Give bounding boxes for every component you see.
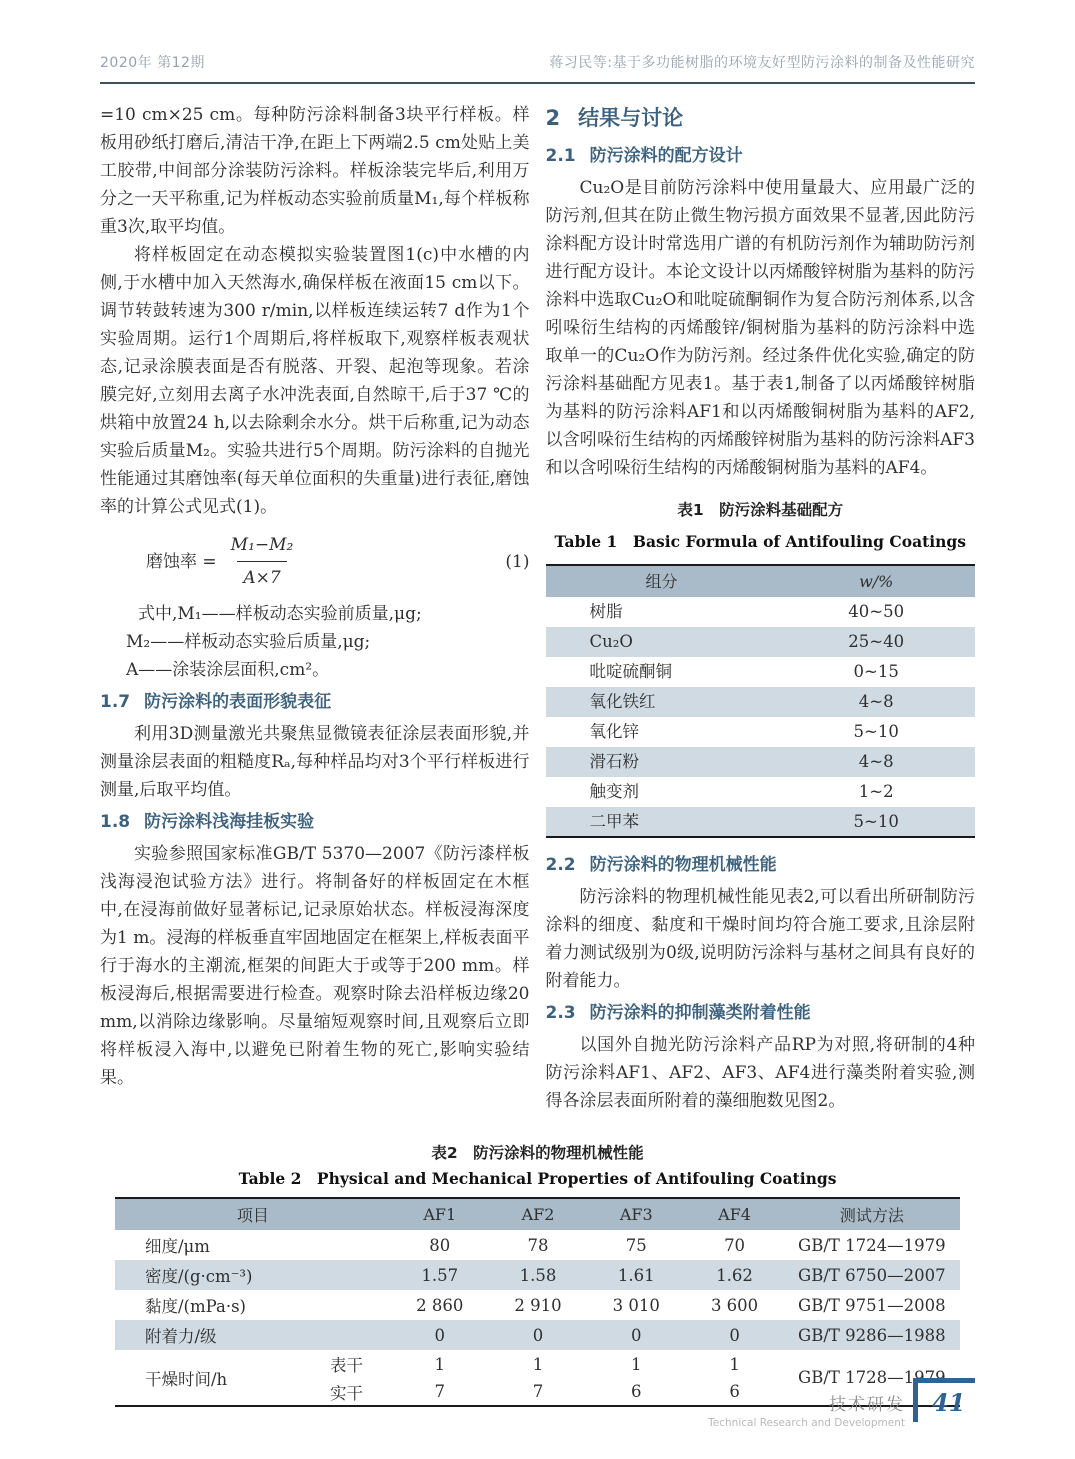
cell-value: 4~8: [777, 687, 975, 717]
table2-col-header: AF3: [587, 1198, 685, 1230]
section-title: 防污涂料的抑制藻类附着性能: [589, 1003, 811, 1023]
paragraph: Cu₂O是目前防污涂料中使用量最大、应用最广泛的防污剂,但其在防止微生物污损方面效果不显著,因此防污涂料配方设计时常选用广谱的有机防污剂作为辅助防污剂进行配方设计。本论文设计以丙烯酸锌树脂为基料的防污涂料中选取Cu₂O和吡啶硫酮铜作为复合防污剂体系,以含吲哚衍生结构的丙烯酸锌/铜树脂为基料的防污涂料中选取单一的Cu₂O作为防污剂。经过条件优化实验,确定的防污涂料基础配方见表1。基于表1,制备了以丙烯酸锌树脂为基料的防污涂料AF1和以丙烯酸铜树脂为基料的AF2,以含吲哚衍生结构的丙烯酸锌树脂为基料的防污涂料AF3和以含吲哚衍生结构的丙烯酸铜树脂为基料的AF4。: [545, 178, 975, 478]
cell-method: GB/T 1724—1979: [798, 1235, 946, 1255]
cell-value: 1~2: [858, 782, 894, 801]
cell-value: 5~10: [777, 807, 975, 837]
cell-value: 0: [489, 1320, 587, 1350]
table-row: [546, 597, 976, 627]
footer-section-en: Technical Research and Development: [708, 1417, 905, 1429]
fraction-numerator: M₁−M₂: [230, 535, 294, 555]
table-row: [115, 1350, 960, 1378]
variable-definition: 式中,M₁——样板动态实验前质量,μg;: [138, 604, 422, 624]
cell-value: 1.57: [391, 1260, 489, 1290]
footer-section-labels: [708, 1378, 905, 1429]
cell-component: 吡啶硫酮铜: [589, 662, 672, 681]
paragraph: 防污涂料的物理机械性能见表2,可以看出所研制防污涂料的细度、黏度和干燥时间均符合施工要求,且涂层附着力测试级别为0级,说明防污涂料与基材之间具有良好的附着能力。: [545, 887, 975, 991]
section-heading-1-8: [100, 809, 530, 836]
section-number: 2.3: [545, 1003, 576, 1023]
cell-value: 75: [625, 1235, 647, 1255]
cell-method: GB/T 9751—2008: [798, 1295, 946, 1315]
cell-value: 1: [729, 1354, 740, 1374]
variable-definition: A——涂装涂层面积,cm²。: [126, 660, 330, 680]
cell-value: 78: [527, 1235, 549, 1255]
cell-component: 氧化锌: [589, 722, 639, 741]
cell-value: 5~10: [853, 722, 899, 741]
cell-component: 氧化铁红: [546, 687, 778, 717]
equation-1: [146, 531, 530, 592]
cell-property: 密度/(g·cm⁻³): [115, 1260, 391, 1290]
paragraph: =10 cm×25 cm。每种防污涂料制备3块平行样板。样板用砂纸打磨后,清洁干净,在距上下两端2.5 cm处贴上美工胶带,中间部分涂装防污涂料。样板涂装完毕后,利用万分之一天平称重,记为样板动态实验前质量M₁,每个样板称重3次,取平均值。: [100, 105, 530, 237]
section-heading-2-2: [546, 852, 976, 879]
paragraph: 实验参照国家标准GB/T 5370—2007《防污漆样板浅海浸泡试验方法》进行。将制备好的样板固定在木框中,在浸海前做好显著标记,记录原始状态。样板浸海深度为1 m。浸海的样板垂直牢固地固定在框架上,样板表面平行于海水的主潮流,框架的间距大于或等于200 mm。样板浸海后,根据需要进行检查。观察时除去沿样板边缘20 mm,以消除边缘影响。尽量缩短观察时间,且观察后立即将样板浸入海中,以避免已附着生物的死亡,影响实验结果。: [100, 844, 530, 1088]
paragraph: 利用3D测量激光共聚焦显微镜表征涂层表面形貌,并测量涂层表面的粗糙度Rₐ,每种样品均对3个平行样板进行测量,后取平均值。: [100, 724, 530, 800]
right-column: [546, 101, 976, 1115]
table2-col-header: AF4: [685, 1198, 783, 1230]
issue-info: 2020年 第12期: [100, 55, 205, 71]
cell-value: 1.58: [489, 1260, 587, 1290]
table-row: [546, 657, 976, 687]
cell-value: 0: [587, 1320, 685, 1350]
cell-method: GB/T 1728—1979: [798, 1368, 946, 1387]
running-header: [100, 52, 975, 84]
table-row: [546, 627, 976, 657]
table-row: [546, 747, 976, 777]
section-title: 防污涂料的物理机械性能: [589, 855, 777, 875]
table1-col-header: w/%: [777, 565, 975, 597]
section-heading-2: [546, 103, 976, 133]
table1-header-row: [546, 565, 976, 597]
cell-value: 3 010: [612, 1295, 660, 1315]
variable-definition: M₂——样板动态实验后质量,μg;: [126, 632, 371, 652]
table2-caption-en: Table 2 Physical and Mechanical Properties of Antifouling Coatings: [238, 1169, 837, 1188]
cell-value: 1: [631, 1354, 642, 1374]
cell-value: 0~15: [853, 662, 899, 681]
section-title: 防污涂料的表面形貌表征: [144, 692, 332, 712]
cell-value: 7: [532, 1382, 544, 1401]
section-heading-2-3: [546, 1000, 976, 1027]
page-number-bracket: [913, 1378, 975, 1422]
cell-subproperty: 实干: [329, 1383, 363, 1403]
cell-value: 40~50: [848, 602, 905, 621]
cell-value: 3 600: [710, 1295, 759, 1315]
table-row: [546, 687, 976, 717]
cell-method: GB/T 9286—1988: [784, 1320, 960, 1350]
table2-col-header: 测试方法: [784, 1198, 960, 1230]
cell-component: Cu₂O: [546, 627, 778, 657]
cell-property: 附着力/级: [115, 1320, 391, 1350]
table1-caption-en: Table 1 Basic Formula of Antifouling Coatings: [554, 532, 966, 551]
table-row: [546, 717, 976, 747]
section-number: 2.1: [545, 146, 576, 166]
cell-value: 1.62: [685, 1260, 783, 1290]
footer-section-cn: 技术研发: [829, 1395, 905, 1415]
cell-component: 二甲苯: [546, 807, 778, 837]
section-title: 结果与讨论: [578, 106, 684, 130]
cell-component: 树脂: [589, 602, 623, 621]
cell-value: 2 860: [416, 1295, 464, 1315]
section-number: 2: [545, 106, 561, 130]
section-title: 防污涂料的配方设计: [589, 146, 743, 166]
table2-caption-cn: 表2 防污涂料的物理机械性能: [431, 1144, 644, 1162]
table1-caption-cn: 表1 防污涂料基础配方: [677, 501, 844, 519]
cell-value: 2 910: [514, 1295, 562, 1315]
fraction-denominator: A×7: [237, 561, 286, 592]
table2-col-header: 项目: [115, 1198, 391, 1230]
cell-value: 25~40: [777, 627, 975, 657]
section-heading-1-7: [100, 689, 530, 716]
table-row: [115, 1320, 960, 1350]
table-row: [115, 1260, 960, 1290]
table2-col-header: AF1: [391, 1198, 489, 1230]
section-number: 1.8: [100, 812, 131, 832]
cell-subproperty: 表干: [329, 1356, 363, 1375]
cell-property: 干燥时间/h: [145, 1369, 228, 1389]
cell-value: 1: [434, 1354, 446, 1374]
body-columns: [100, 101, 975, 1115]
cell-property: 黏度/(mPa·s): [145, 1297, 246, 1316]
section-heading-2-1: [546, 143, 976, 170]
section-title: 防污涂料浅海挂板实验: [144, 812, 315, 832]
page-footer: [708, 1378, 975, 1429]
equation-lhs: 磨蚀率 =: [146, 551, 217, 572]
paragraph: 以国外自抛光防污涂料产品RP为对照,将研制的4种防污涂料AF1、AF2、AF3、AF4进行藻类附着实验,测得各涂层表面所附着的藻细胞数见图2。: [545, 1035, 975, 1111]
table2: [115, 1197, 960, 1407]
section-number: 2.2: [545, 855, 576, 875]
equation-fraction: [225, 531, 300, 592]
cell-property: 细度/μm: [145, 1237, 210, 1256]
cell-value: 6: [631, 1382, 642, 1401]
cell-component: 滑石粉: [546, 747, 778, 777]
running-title: 蒋习民等:基于多功能树脂的环境友好型防污涂料的制备及性能研究: [549, 55, 975, 71]
cell-value: 0: [391, 1320, 489, 1350]
cell-value: 70: [724, 1235, 746, 1255]
cell-method: GB/T 6750—2007: [784, 1260, 960, 1290]
cell-value: 80: [429, 1235, 451, 1255]
table2-col-header: AF2: [489, 1198, 587, 1230]
equation-number: (1): [505, 551, 530, 572]
section-number: 1.7: [100, 692, 131, 712]
table-row: [115, 1230, 960, 1260]
left-column: [100, 101, 530, 1115]
cell-value: 4~8: [777, 747, 975, 777]
table2-section: [100, 1141, 975, 1407]
table1-col-header: 组分: [546, 565, 778, 597]
cell-value: 6: [729, 1382, 740, 1401]
table-row: [546, 807, 976, 837]
cell-value: 0: [685, 1320, 783, 1350]
table-row: [115, 1290, 960, 1320]
cell-value: 1.61: [587, 1260, 685, 1290]
paragraph: 将样板固定在动态模拟实验装置图1(c)中水槽的内侧,于水槽中加入天然海水,确保样板在液面15 cm以下。调节转鼓转速为300 r/min,以样板连续运转7 d作为1个实验周期。运行1个周期后,将样板取下,观察样板表观状态,记录涂膜表面是否有脱落、开裂、起泡等现象。若涂膜完好,立刻用去离子水冲洗表面,自然晾干,后于37 ℃的烘箱中放置24 h,以去除剩余水分。烘干后称重,记为动态实验后质量M₂。实验共进行5个周期。防污涂料的自抛光性能通过其磨蚀率(每天单位面积的失重量)进行表征,磨蚀率的计算公式见式(1)。: [100, 245, 530, 517]
cell-component: 触变剂: [589, 782, 639, 801]
table-row: [546, 777, 976, 807]
cell-value: 7: [434, 1382, 446, 1401]
table2-header-row: [115, 1198, 960, 1230]
table1: [546, 564, 976, 838]
page-number: 41: [932, 1388, 966, 1417]
cell-value: 1: [532, 1354, 544, 1374]
